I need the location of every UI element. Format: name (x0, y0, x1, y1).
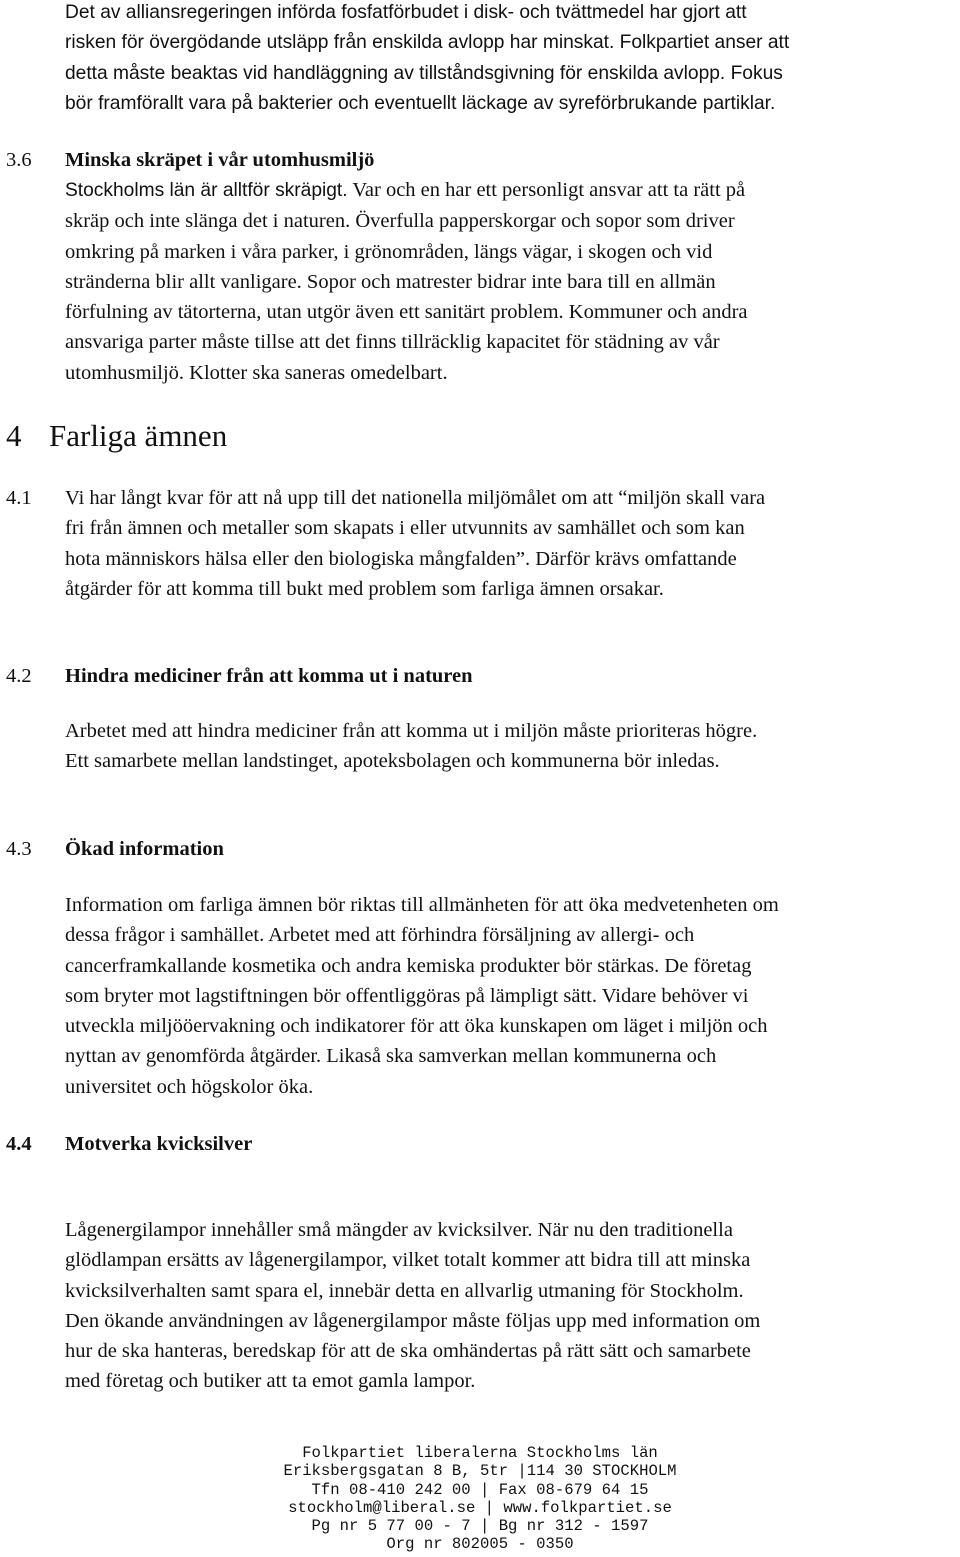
section-title: Ökad information (65, 838, 224, 860)
serif-fragment: Överfulla papperskorgar och sopor som driver (350, 210, 735, 233)
paragraph-line: hur de ska hanteras, beredskap för att de ska omhändertas på rätt sätt och samarbete (65, 1340, 751, 1363)
paragraph-line: Lågenergilampor innehåller små mängder av kvicksilver. När nu den traditionella (65, 1219, 733, 1241)
paragraph-line: dessa frågor i samhället. Arbetet med att förhindra försäljning av allergi- och (65, 924, 695, 947)
paragraph-line: utveckla miljööervakning och indikatorer för att öka kunskapen om läget i miljön och (65, 1015, 768, 1038)
paragraph-line: hota människors hälsa eller den biologiska mångfalden”. Därför krävs omfattande (65, 547, 737, 570)
footer-phone: Tfn 08-410 242 00 | Fax 08-679 64 15 (311, 1480, 649, 1499)
paragraph-line: ansvariga parter måste tillse att det finns tillräcklig kapacitet för städning av vår (65, 331, 720, 354)
chapter-heading (6, 416, 227, 456)
footer-address: Eriksbergsgatan 8 B, 5tr |114 30 STOCKHOLM (283, 1462, 677, 1481)
paragraph-line: universitet och högskolor öka. (65, 1075, 314, 1098)
paragraph-line: detta måste beaktas vid handläggning av tillståndsgivning för enskilda avlopp. Fokus (65, 62, 783, 84)
paragraph-line (65, 175, 955, 206)
paragraph-line: bör framförallt vara på bakterier och eventuellt läckage av syreförbrukande partiklar. (65, 92, 776, 114)
section-4-1-body (65, 483, 955, 604)
serif-fragment: skräp och inte slänga det i naturen. (65, 210, 351, 233)
paragraph-line: cancerframkallande kosmetika och andra kemiska produkter bör stärkas. De företag (65, 954, 752, 977)
section-4-4-body (65, 1215, 955, 1397)
paragraph-line: kvicksilverhalten samt spara el, innebär detta en allvarlig utmaning för Stockholm. (65, 1279, 744, 1302)
serif-fragment: Var och en har ett personligt ansvar att ta rätt på (347, 179, 746, 201)
paragraph-line: Ett samarbete mellan landstinget, apoteksbolagen och kommunerna bör inledas. (65, 750, 720, 773)
paragraph-line: fri från ämnen och metaller som skapats i eller utvunnits av samhället och som kan (65, 517, 745, 540)
paragraph-line (65, 206, 955, 236)
section-title: Hindra mediciner från att komma ut i naturen (65, 665, 473, 687)
section-4-3-body (65, 890, 955, 1102)
section-number: 4.4 (6, 1133, 32, 1155)
sans-fragment: Stockholms län är alltför skräpigt. (65, 180, 348, 201)
paragraph-line: glödlampan ersätts av lågenergilampor, vilket totalt kommer att bidra till att minska (65, 1249, 751, 1272)
section-3-6-body (65, 175, 955, 388)
intro-paragraph (65, 0, 955, 119)
chapter-title: Farliga ämnen (49, 418, 228, 453)
section-number: 3.6 (6, 149, 32, 171)
paragraph-line: åtgärder för att komma till bukt med problem som farliga ämnen orsakar. (65, 577, 664, 600)
paragraph-line: Arbetet med att hindra mediciner från att komma ut i miljön måste prioriteras högre. (65, 720, 758, 742)
section-title: Minska skräpet i vår utomhusmiljö (65, 149, 375, 171)
paragraph-line: Det av alliansregeringen införda fosfatförbudet i disk- och tvättmedel har gjort att (65, 2, 747, 23)
section-title: Motverka kvicksilver (65, 1133, 253, 1155)
paragraph-line: stränderna blir allt vanligare. Sopor och matrester bidrar inte bara till en allmän (65, 270, 716, 293)
footer-accounts: Pg nr 5 77 00 - 7 | Bg nr 312 - 1597 (311, 1517, 649, 1536)
section-number: 4.3 (6, 838, 32, 860)
paragraph-line: nyttan av genomförda åtgärder. Likaså ska samverkan mellan kommunerna och (65, 1045, 717, 1068)
chapter-number: 4 (6, 418, 22, 453)
paragraph-line: Den ökande användningen av lågenergilampor måste följas upp med information om (65, 1309, 761, 1332)
footer-orgnr: Org nr 802005 - 0350 (386, 1535, 574, 1554)
page-footer (0, 1444, 960, 1554)
paragraph-line: utomhusmiljö. Klotter ska saneras omedelbart. (65, 361, 448, 384)
paragraph-line: Vi har långt kvar för att nå upp till det nationella miljömålet om att “miljön skall vara (65, 487, 766, 509)
section-number: 4.1 (6, 487, 32, 509)
section-number: 4.2 (6, 665, 32, 687)
paragraph-line: risken för övergödande utsläpp från enskilda avlopp har minskat. Folkpartiet anser att (65, 32, 790, 54)
footer-web: stockholm@liberal.se | www.folkpartiet.se (288, 1498, 672, 1517)
paragraph-line: med företag och butiker att ta emot gamla lampor. (65, 1370, 476, 1393)
section-4-2-body (65, 716, 955, 777)
paragraph-line: förfulning av tätorterna, utan utgör även ett sanitärt problem. Kommuner och andra (65, 301, 748, 324)
footer-org: Folkpartiet liberalerna Stockholms län (302, 1444, 658, 1462)
paragraph-line: Information om farliga ämnen bör riktas till allmänheten för att öka medvetenheten om (65, 894, 779, 916)
paragraph-line: omkring på marken i våra parker, i grönområden, längs vägar, i skogen och vid (65, 240, 713, 263)
paragraph-line: som bryter mot lagstiftningen bör offentliggöras på lämpligt sätt. Vidare behöver vi (65, 984, 749, 1007)
